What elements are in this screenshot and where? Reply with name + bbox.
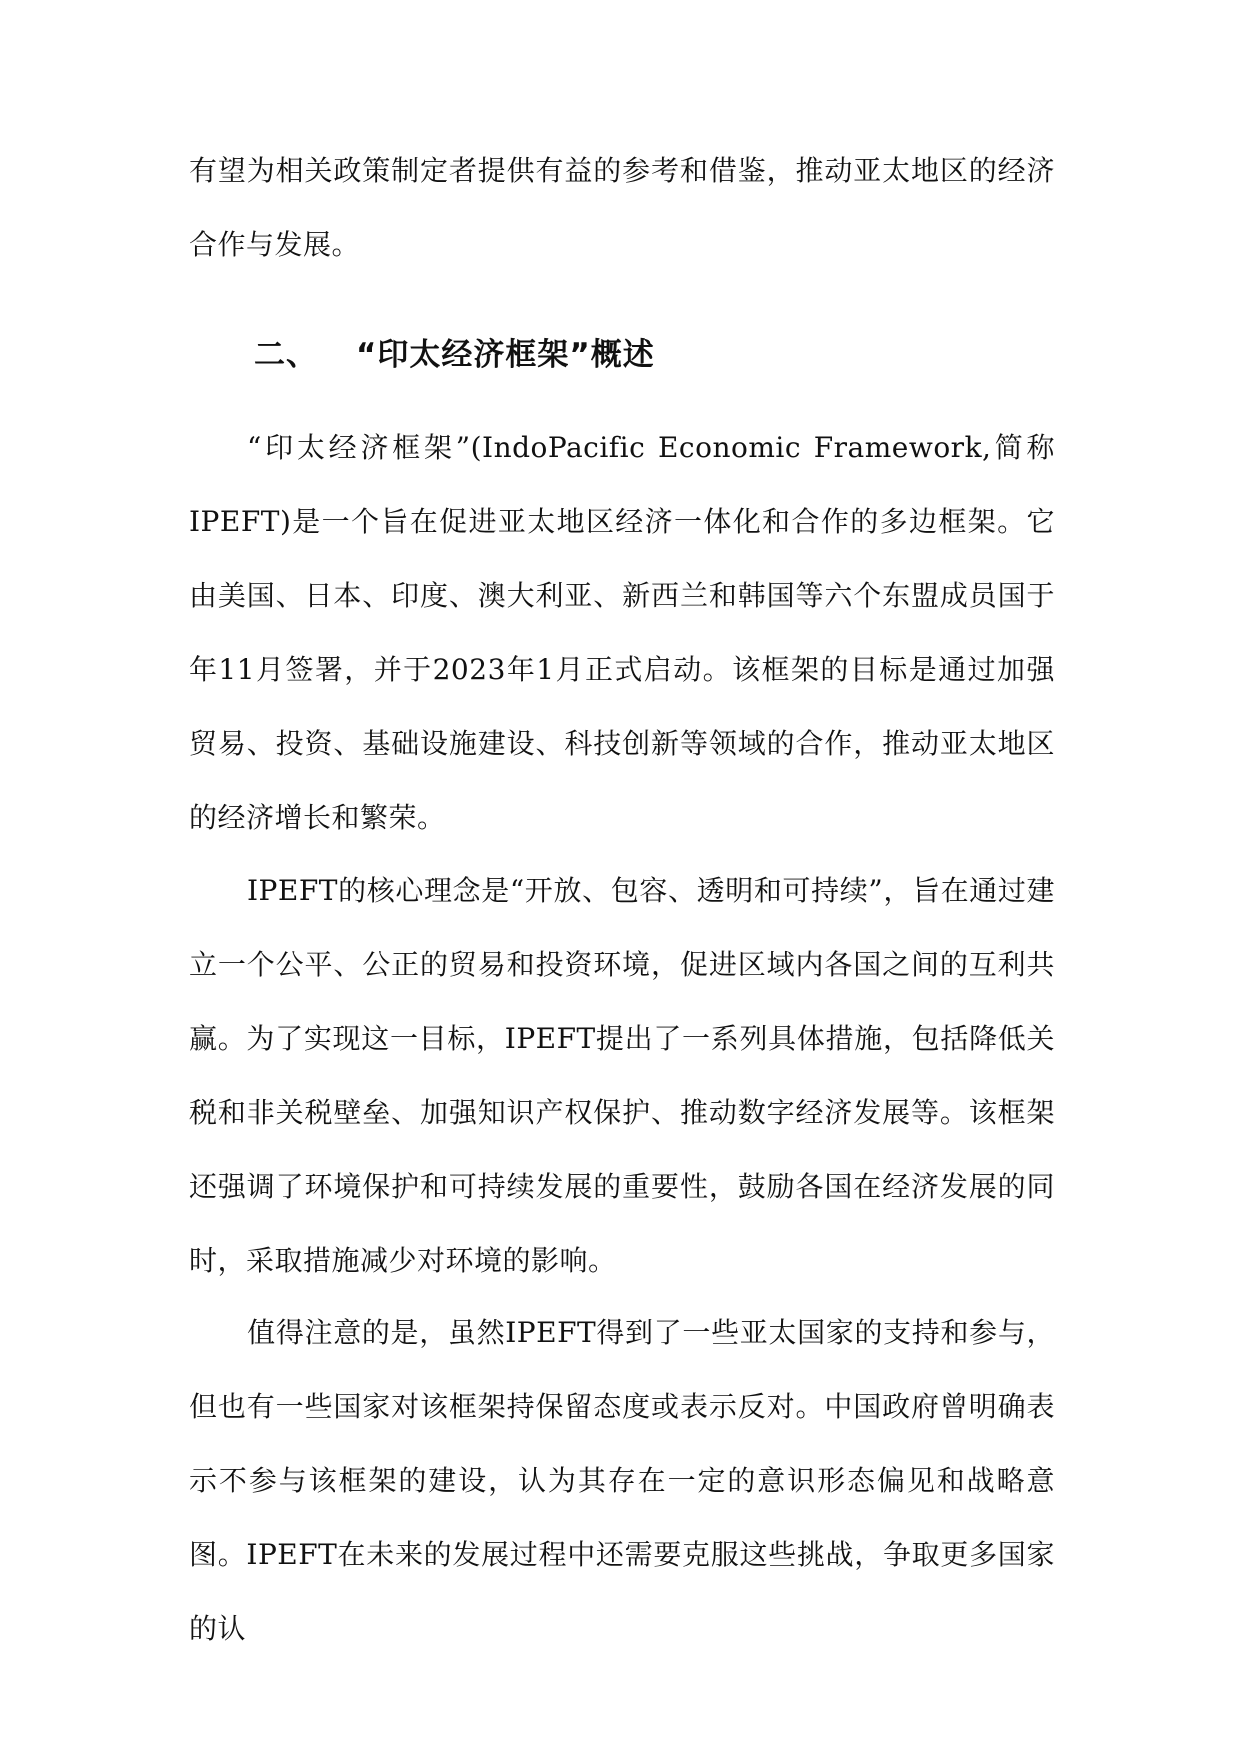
intro-paragraph: 有望为相关政策制定者提供有益的参考和借鉴，推动亚太地区的经济合作与发展。 (189, 154, 1055, 261)
paragraph-core-concept (189, 854, 1055, 1298)
paragraph-text: 值得注意的是，虽然IPEFT得到了一些亚太国家的支持和参与，但也有一些国家对该框架持保留态度或表示反对。中国政府曾明确表示不参与该框架的建设，认为其存在一定的意识形态偏见和战略意图。IPEFT在未来的发展过程中还需要克服这些挑战，争取更多国家的认 (189, 1316, 1055, 1645)
paragraph-text: “印太经济框架”(IndoPacific Economic Framework,简称IPEFT)是一个旨在促进亚太地区经济一体化和合作的多边框架。它由美国、日本、印度、澳大利亚、新西兰和韩国等六个东盟成员国于年11月签署，并于2023年1月正式启动。该框架的目标是通过加强贸易、投资、基础设施建设、科技创新等领域的合作，推动亚太地区的经济增长和繁荣。 (189, 431, 1055, 834)
section-title: “印太经济框架”概述 (356, 337, 655, 373)
paragraph-text: IPEFT的核心理念是“开放、包容、透明和可持续”，旨在通过建立一个公平、公正的贸易和投资环境，促进区域内各国之间的互利共赢。为了实现这一目标，IPEFT提出了一系列具体措施，包括降低关税和非关税壁垒、加强知识产权保护、推动数字经济发展等。该框架还强调了环境保护和可持续发展的重要性，鼓励各国在经济发展的同时，采取措施减少对环境的影响。 (189, 874, 1055, 1277)
paragraph-reservations (189, 1296, 1055, 1666)
section-heading (254, 325, 655, 385)
paragraph-overview (189, 411, 1055, 855)
section-number: 二、 (254, 337, 318, 373)
